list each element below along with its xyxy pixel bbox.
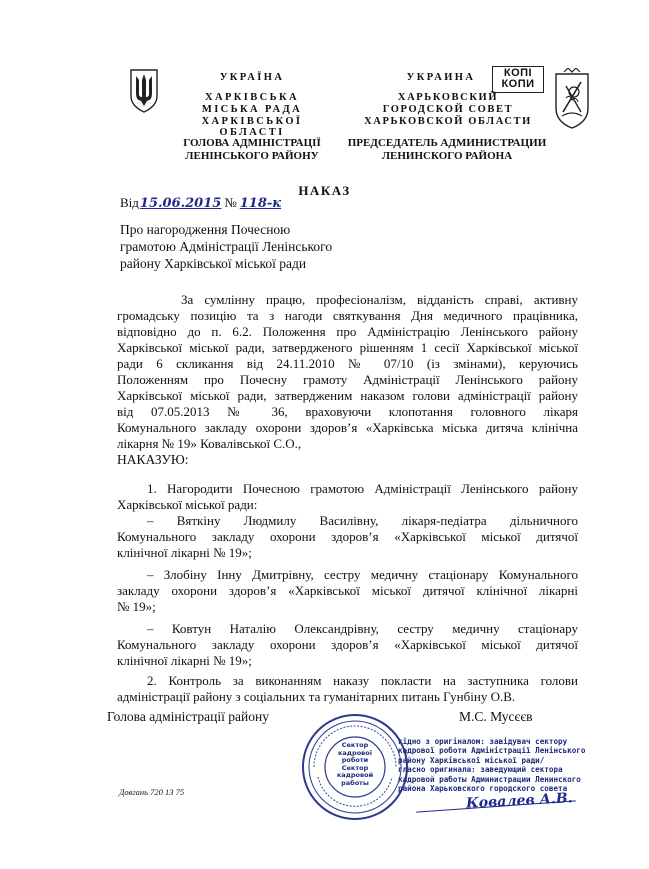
preamble-line: За сумлінну працю, професіоналізм, відданість справі, активну (181, 292, 578, 307)
number-prefix: № (224, 195, 237, 210)
copy-stamp (492, 66, 544, 93)
handwritten-certifier-signature: Ковалев А.В. (465, 790, 573, 812)
item-line: Харківської міської ради: (117, 497, 258, 512)
seal-text-line: работы (341, 778, 369, 787)
certification-stamp (398, 737, 586, 794)
header-office-left-1: ГОЛОВА АДМІНІСТРАЦІЇ (183, 137, 321, 149)
item-line: № 19»; (117, 599, 156, 614)
item-line: клінічної лікарні № 19»; (117, 653, 252, 668)
ukraine-trident-emblem (128, 68, 160, 114)
seal-text-line: Сектор (341, 763, 369, 772)
header-council-left-3: ХАРКІВСЬКОЇ ОБЛАСТІ (201, 116, 303, 138)
kharkiv-city-emblem (552, 68, 592, 130)
certification-line: района Харьковского городского совета (398, 784, 568, 794)
certification-line: гідно з оригіналом: завідувач сектору (398, 737, 568, 746)
copy-stamp-text-2: КОПИ (501, 78, 535, 90)
certification-line: кадрової роботи Адміністрації Ленінського (398, 746, 586, 756)
document-date-line (120, 195, 281, 211)
preamble-line: відповідно до п. 6.2. Положення про Адміністрацію Ленінського району (117, 324, 578, 339)
header-council-left-2: МІСЬКА РАДА (201, 104, 303, 115)
item-line: Комунального закладу охорони здоров’я «Харківської міської дитячої (117, 529, 578, 544)
certification-line: гласно оригинала: заведующий сектора (398, 765, 563, 775)
preamble-paragraph (117, 292, 578, 452)
seal-text-line: роботи (341, 756, 369, 765)
header-office-right-2: ЛЕНИНСКОГО РАЙОНА (381, 150, 513, 162)
seal-text-line: Сектор (341, 741, 369, 749)
preamble-line: громадську позицію та з нагоди святкування Дня медичного працівника, (117, 308, 578, 323)
preamble-line: лікарня № 19» Ковалівської С.О., (117, 436, 302, 451)
handwritten-date: 15.06.2015 (139, 196, 222, 211)
header-office-left-2: ЛЕНІНСЬКОГО РАЙОНУ (185, 150, 319, 162)
item-line: клінічної лікарні № 19»; (117, 545, 252, 560)
certification-line: кадровой работы Администрации Ленинского (398, 774, 581, 784)
subject-line: району Харківської міської ради (120, 256, 307, 271)
header-office-right-1: ПРЕДСЕДАТЕЛЬ АДМИНИСТРАЦИИ (347, 137, 547, 149)
seal-text-line: кадрової (338, 748, 372, 757)
executor-note: Довгань 720 13 75 (119, 787, 185, 797)
preamble-line: від 07.05.2013 № 36, враховуючи клопотання головного лікаря (117, 404, 578, 419)
item-line: – Злобіну Інну Дмитрівну, сестру медичну стаціонару Комунального (147, 567, 578, 582)
seal-text-line: кадровой (336, 771, 374, 780)
header-country-left: УКРАЇНА (219, 72, 285, 83)
subject-block (120, 221, 332, 272)
certification-line: району Харківської міської ради/ (398, 755, 545, 765)
copy-stamp-text-1: КОПІ (503, 67, 533, 79)
item-line: – Вяткіну Людмилу Василівну, лікаря-педіатра дільничного (147, 513, 578, 528)
preamble-line: Харківської міської ради, затвердженим наказом голови адміністрації району (117, 388, 578, 403)
item-line: закладу охорони здоров’я «Харківської міської дитячої клінічної лікарні (117, 583, 578, 598)
item-line: 2. Контроль за виконанням наказу покласти на заступника голови (147, 673, 578, 688)
document-type-title: НАКАЗ (298, 183, 351, 198)
header-council-right-2: ГОРОДСКОЙ СОВЕТ (382, 104, 514, 115)
preamble-line: Харківської міської ради, затвердженого рішенням 1 сесії Харківської міської (117, 340, 578, 355)
seal-center-text (330, 742, 380, 788)
signature-name: М.С. Мусєєв (459, 709, 533, 724)
subject-line: грамотою Адміністрації Ленінського (120, 239, 333, 254)
item-line: 1. Нагородити Почесною грамотою Адміністрації Ленінського району (147, 481, 578, 496)
header-council-right-1: ХАРЬКОВСКИЙ (397, 92, 499, 103)
order-items (117, 481, 578, 705)
subject-line: Про нагородження Почесною (120, 222, 291, 237)
header-council-right-3: ХАРЬКОВСКОЙ ОБЛАСТИ (364, 116, 532, 127)
signature-position: Голова адміністрації району (107, 709, 269, 724)
item-line: Комунального закладу охорони здоров’я «Харківської міської дитячої (117, 637, 578, 652)
header-country-right: УКРАИНА (406, 72, 476, 83)
item-line: – Ковтун Наталію Олександрівну, сестру медичну стаціонару (147, 621, 578, 636)
header-council-left-1: ХАРКІВСЬКА (204, 92, 299, 103)
preamble-line: Положенням про Почесну грамоту Адміністрації Ленінського району (117, 372, 578, 387)
date-prefix: Від (120, 195, 139, 210)
item-line: адміністрації району з соціальних та гуманітарних питань Гунбіну О.В. (117, 689, 516, 704)
preamble-line: Комунального закладу охорони здоров’я «Харківська міська дитяча клінічна (117, 420, 578, 435)
handwritten-number: 118-к (239, 196, 282, 211)
preamble-line: ради 6 скликання від 24.11.2010 № 07/10 (із змінами), керуючись (117, 356, 578, 371)
order-word: НАКАЗУЮ: (117, 452, 189, 467)
round-official-seal (300, 712, 410, 822)
